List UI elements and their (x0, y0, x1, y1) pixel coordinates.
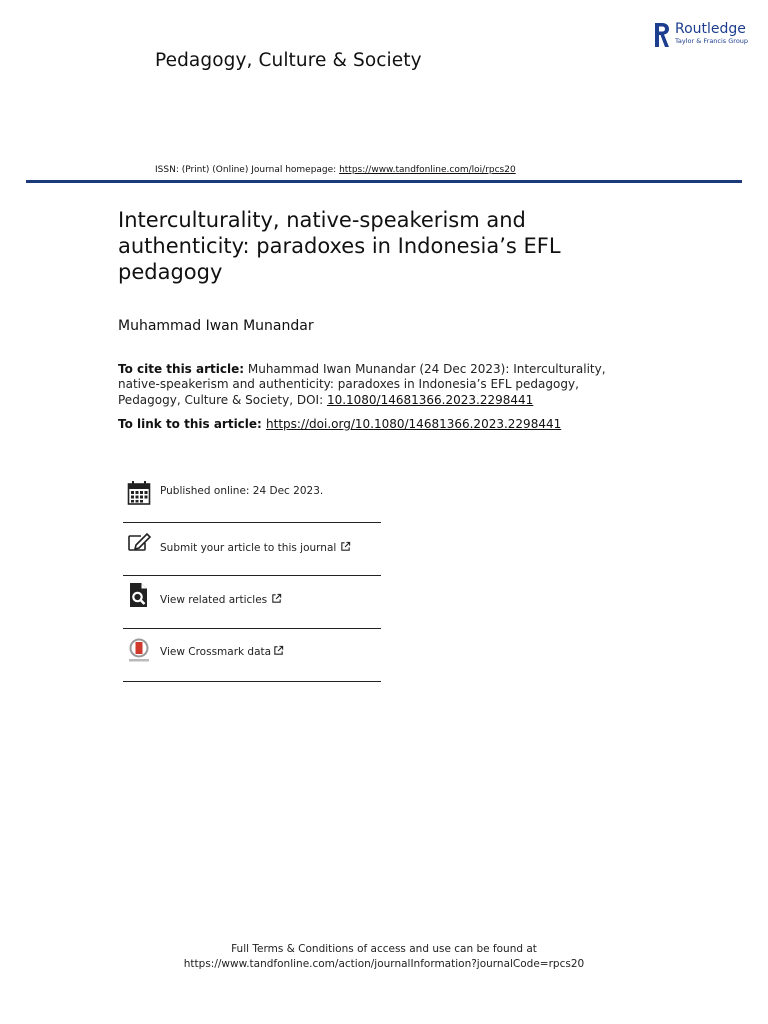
related-articles-label[interactable] (160, 593, 282, 606)
footer-terms-url[interactable]: https://www.tandfonline.com/action/journalInformation?journalCode=rpcs20 (183, 958, 585, 970)
author-name: Muhammad Iwan Munandar (118, 318, 314, 334)
external-link-icon (271, 593, 282, 604)
published-online-label: Published online: 24 Dec 2023. (160, 485, 324, 497)
crossmark-text[interactable]: View Crossmark data (160, 646, 272, 658)
article-title: Interculturality, native-speakerism and authenticity: paradoxes in Indonesia’s EFL pedagogy (118, 208, 561, 284)
submit-article-text[interactable]: Submit your article to this journal (160, 542, 337, 554)
crossmark-row[interactable] (123, 629, 381, 682)
external-link-icon (340, 541, 351, 552)
routledge-r-icon (653, 21, 671, 49)
related-articles-row[interactable] (123, 576, 381, 629)
issn-line (155, 165, 516, 175)
routledge-logo[interactable] (653, 21, 748, 49)
article-doi-url[interactable]: https://doi.org/10.1080/14681366.2023.2298441 (266, 417, 562, 431)
issn-text: ISSN: (Print) (Online) Journal homepage: (155, 165, 340, 175)
link-label: To link to this article: (118, 417, 267, 431)
edit-icon (127, 532, 151, 558)
footer (0, 942, 768, 972)
citation-block (118, 362, 638, 408)
crossmark-icon (127, 638, 151, 664)
crossmark-label[interactable] (160, 645, 284, 658)
related-articles-text[interactable]: View related articles (160, 594, 268, 606)
article-link-line (118, 417, 561, 431)
brand-subtitle: Taylor & Francis Group (675, 37, 749, 45)
submit-article-row[interactable] (123, 523, 381, 576)
external-link-icon (273, 645, 284, 656)
info-list (123, 470, 381, 682)
cite-text: Muhammad Iwan Munandar (24 Dec 2023): Interculturality, native-speakerism and authenticity: paradoxes in Indonesia’s EFL pedagogy, Pedagogy, Culture & Society, DOI: (118, 362, 606, 407)
journal-title: Pedagogy, Culture & Society (155, 50, 422, 71)
journal-homepage-link[interactable]: https://www.tandfonline.com/loi/rpcs20 (339, 165, 516, 175)
calendar-icon (127, 480, 151, 506)
brand-name: Routledge (675, 21, 746, 37)
search-document-icon (127, 582, 151, 608)
submit-article-label[interactable] (160, 541, 351, 554)
footer-terms-text: Full Terms & Conditions of access and use can be found at (231, 943, 537, 955)
doi-link[interactable]: 10.1080/14681366.2023.2298441 (326, 392, 534, 407)
published-online-row (123, 470, 381, 523)
header-rule (26, 180, 742, 183)
cite-label: To cite this article: (118, 362, 245, 376)
